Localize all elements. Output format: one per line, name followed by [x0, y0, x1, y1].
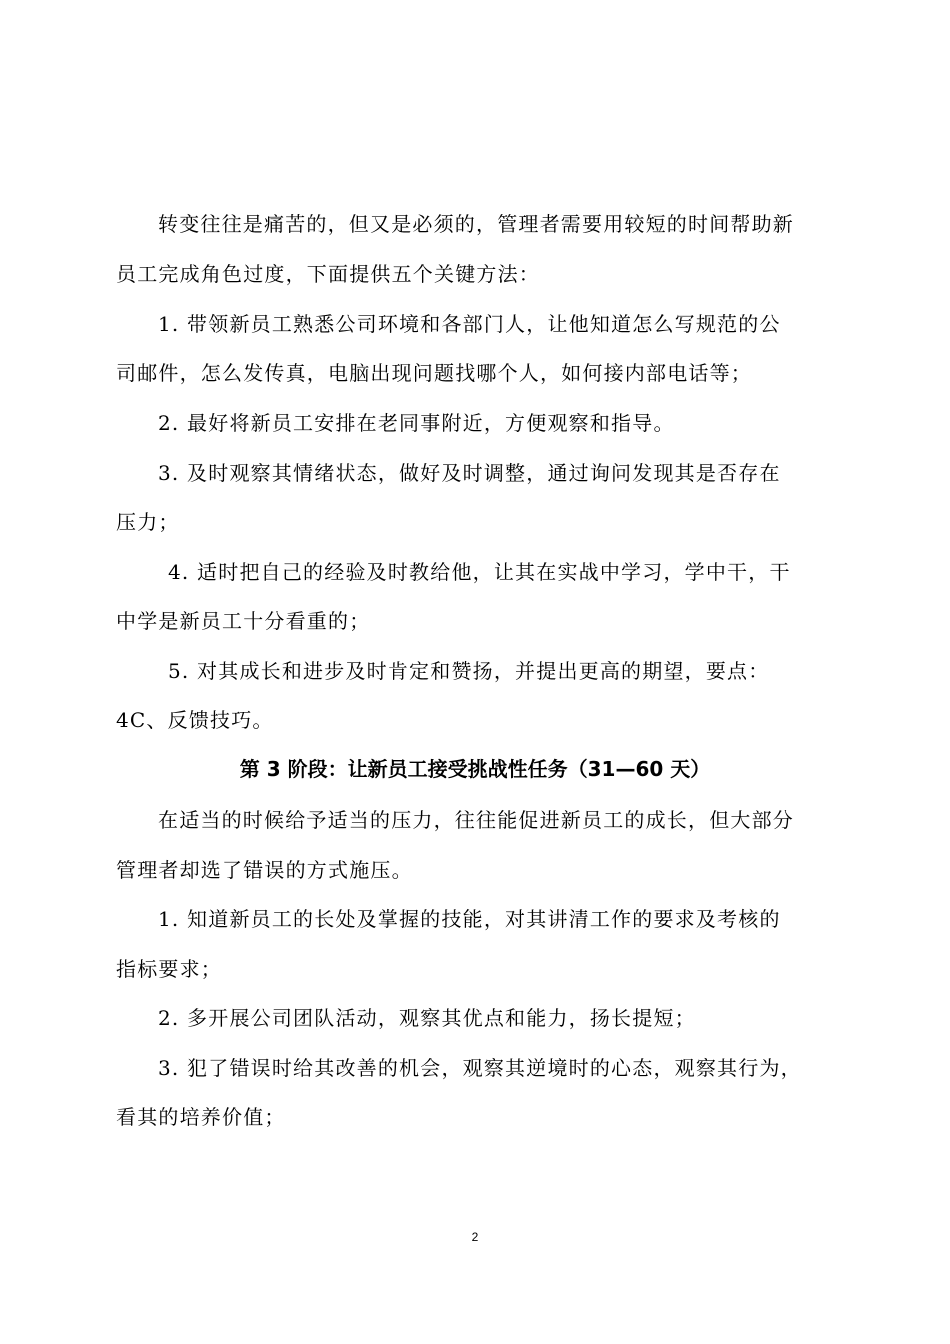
list-item-4: 4. 适时把自己的经验及时教给他，让其在实战中学习，学中干，干 [168, 560, 791, 584]
paragraph-line: 在适当的时候给予适当的压力，往往能促进新员工的成长，但大部分 [158, 808, 794, 832]
paragraph-line: 中学是新员工十分看重的； [116, 609, 371, 633]
list-item-2: 2. 最好将新员工安排在老同事附近，方便观察和指导。 [158, 411, 675, 435]
paragraph-line: 指标要求； [116, 957, 222, 981]
section-heading: 第 3 阶段：让新员工接受挑战性任务（31—60 天） [239, 757, 711, 781]
list-item-2: 2. 多开展公司团队活动，观察其优点和能力，扬长提短； [158, 1006, 696, 1030]
paragraph-line: 转变往往是痛苦的，但又是必须的，管理者需要用较短的时间帮助新 [158, 212, 794, 236]
list-item-3: 3. 及时观察其情绪状态，做好及时调整，通过询问发现其是否存在 [158, 461, 781, 485]
paragraph-line: 压力； [116, 510, 180, 534]
paragraph-line: 4C、反馈技巧。 [116, 708, 274, 732]
paragraph-line: 看其的培养价值； [116, 1105, 286, 1129]
list-item-5: 5. 对其成长和进步及时肯定和赞扬，并提出更高的期望，要点： [168, 659, 770, 683]
paragraph-line: 管理者却选了错误的方式施压。 [116, 858, 413, 882]
page-number: 2 [471, 1230, 479, 1244]
paragraph-line: 员工完成角色过度，下面提供五个关键方法： [116, 262, 540, 286]
list-item-3: 3. 犯了错误时给其改善的机会，观察其逆境时的心态，观察其行为， [158, 1056, 802, 1080]
list-item-1: 1. 知道新员工的长处及掌握的技能，对其讲清工作的要求及考核的 [158, 907, 781, 931]
paragraph-line: 司邮件，怎么发传真，电脑出现问题找哪个人，如何接内部电话等； [116, 361, 752, 385]
list-item-1: 1. 带领新员工熟悉公司环境和各部门人，让他知道怎么写规范的公 [158, 312, 781, 336]
